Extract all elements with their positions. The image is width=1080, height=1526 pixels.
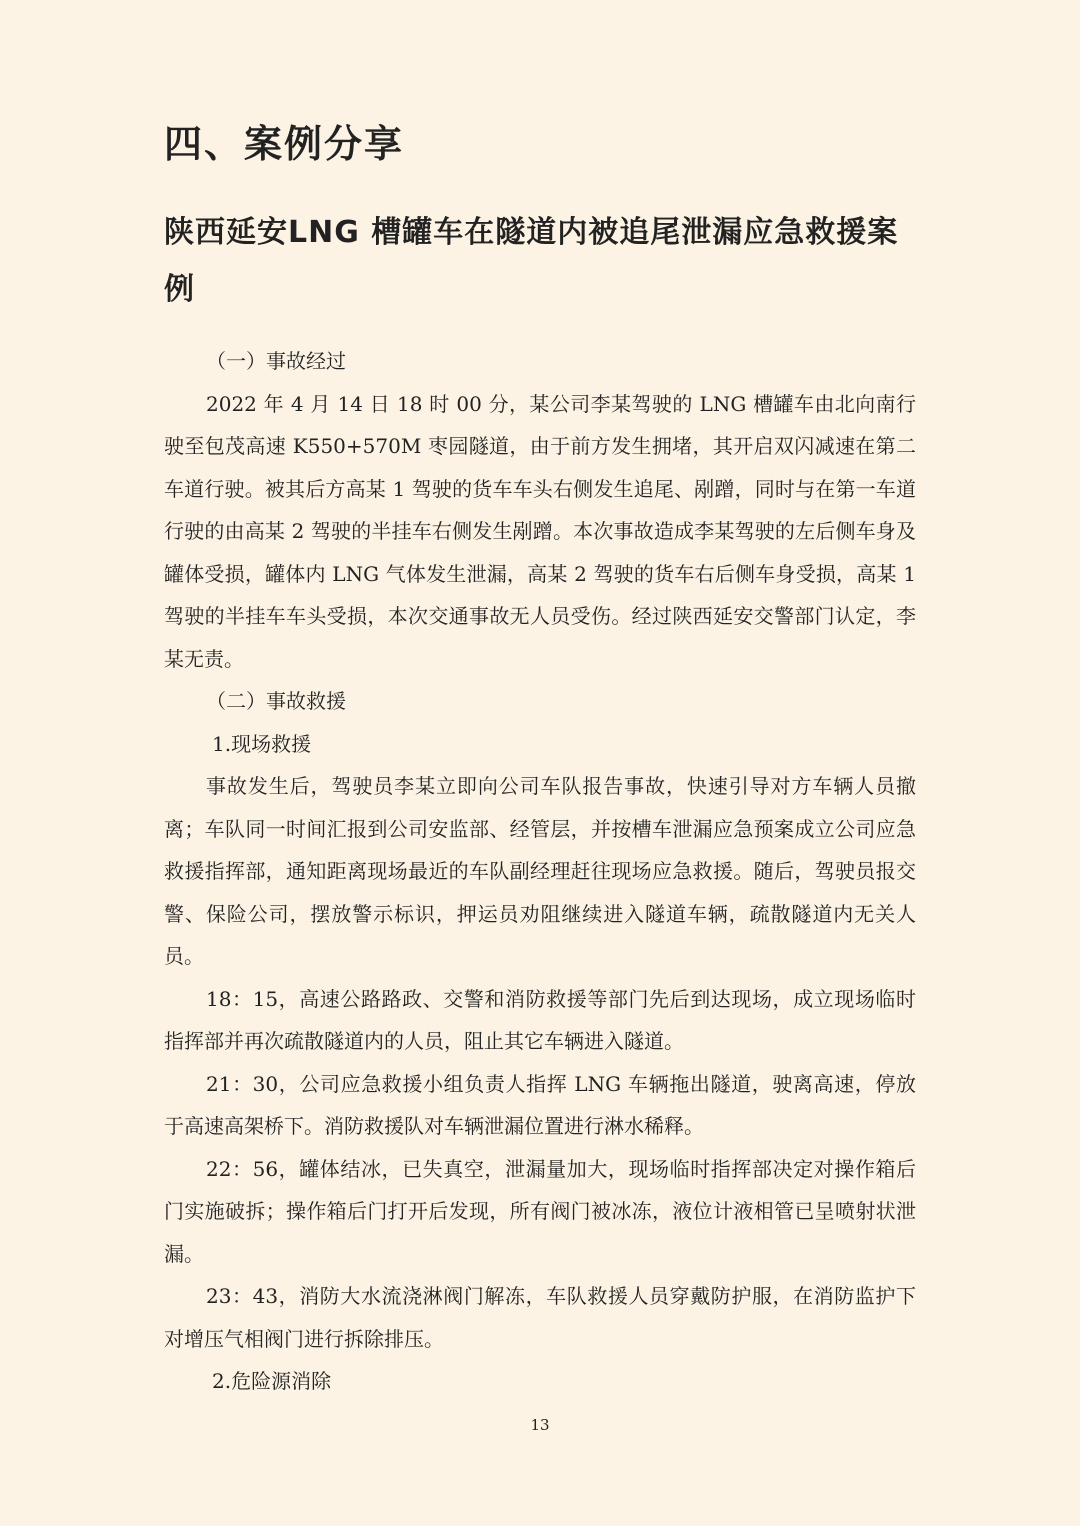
paragraph-accident-details: 2022 年 4 月 14 日 18 时 00 分，某公司李某驾驶的 LNG 槽罐车由北向南行驶至包茂高速 K550+570M 枣园隧道，由于前方发生拥堵，其开启双闪减速在第二车道行驶。被其后方高某 1 驾驶的货车车头右侧发生追尾、剐蹭，同时与在第一车道行驶的由高某 2 驾驶的半挂车右侧发生剐蹭。本次事故造成李某驾驶的左后侧车身及罐体受损，罐体内 LNG 气体发生泄漏，高某 2 驾驶的货车右后侧车身受损，高某 1 驾驶的半挂车车头受损，本次交通事故无人员受伤。经过陕西延安交警部门认定，李某无责。 <box>164 391 916 671</box>
paragraph-rescue-2: 18：15，高速公路路政、交警和消防救援等部门先后到达现场，成立现场临时指挥部并再次疏散隧道内的人员，阻止其它车辆进入隧道。 <box>164 986 916 1053</box>
subsection-heading-rescue: （二）事故救援 <box>206 689 346 713</box>
paragraph-rescue-3: 21：30，公司应急救援小组负责人指挥 LNG 车辆拖出隧道，驶离高速，停放于高速高架桥下。消防救援队对车辆泄漏位置进行淋水稀释。 <box>164 1071 916 1138</box>
document-body <box>164 340 916 1403</box>
paragraph-rescue-1: 事故发生后，驾驶员李某立即向公司车队报告事故，快速引导对方车辆人员撤离；车队同一时间汇报到公司安监部、经管层，并按槽车泄漏应急预案成立公司应急救援指挥部，通知距离现场最近的车队副经理赶往现场应急救援。随后，驾驶员报交警、保险公司，摆放警示标识，押运员劝阻继续进入隧道车辆，疏散隧道内无关人员。 <box>164 774 916 968</box>
paragraph-rescue-4: 22：56，罐体结冰，已失真空，泄漏量加大，现场临时指挥部决定对操作箱后门实施破拆；操作箱后门打开后发现，所有阀门被冰冻，液位计液相管已呈喷射状泄漏。 <box>164 1156 916 1266</box>
subheading-hazard-elimination: 2.危险源消除 <box>212 1369 332 1393</box>
subsection-heading-accident: （一）事故经过 <box>206 349 346 373</box>
section-heading: 四、案例分享 <box>164 122 405 166</box>
page-number: 13 <box>530 1416 550 1434</box>
paragraph-rescue-5: 23：43，消防大水流浇淋阀门解冻，车队救援人员穿戴防护服，在消防监护下对增压气相阀门进行拆除排压。 <box>164 1284 916 1351</box>
case-title: 陕西延安LNG 槽罐车在隧道内被追尾泄漏应急救援案例 <box>164 215 899 307</box>
subheading-onsite-rescue: 1.现场救援 <box>212 731 312 756</box>
